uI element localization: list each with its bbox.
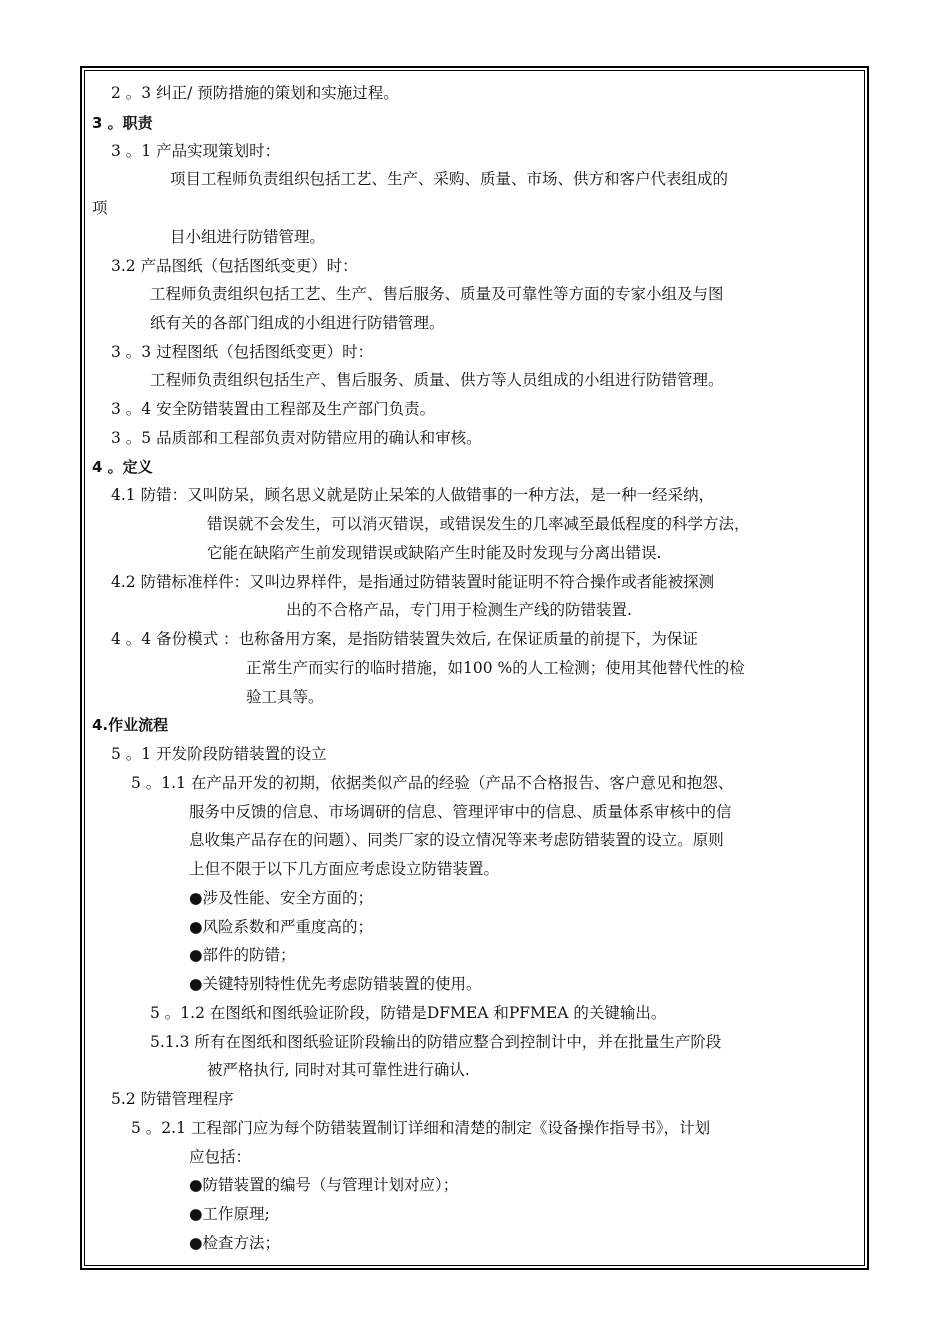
text-line: 3.2 产品图纸（包括图纸变更）时： (111, 257, 358, 275)
text-line: 它能在缺陷产生前发现错误或缺陷产生时能及时发现与分离出错误. (207, 544, 662, 562)
text-line: 被严格执行, 同时对其可靠性进行确认. (207, 1061, 470, 1079)
text-line: 目小组进行防错管理。 (170, 228, 326, 246)
text-line: 3 。4 安全防错装置由工程部及生产部门负责。 (111, 400, 436, 418)
text-line: 工程师负责组织包括生产、售后服务、质量、供方等人员组成的小组进行防错管理。 (150, 371, 724, 389)
text-line: 3 。3 过程图纸（包括图纸变更）时： (111, 343, 374, 361)
bullet-item: ●风险系数和严重度高的； (189, 918, 374, 936)
bullet-item: ●部件的防错； (189, 946, 296, 964)
text-line: 3 。1 产品实现策划时： (111, 142, 281, 160)
text-line: 4.2 防错标准样件：又叫边界样件，是指通过防错装置时能证明不符合操作或者能被探测 (111, 573, 715, 591)
text-line: 3 。5 品质部和工程部负责对防错应用的确认和审核。 (111, 429, 482, 447)
text-line: 服务中反馈的信息、市场调研的信息、管理评审中的信息、质量体系审核中的信 (189, 803, 732, 821)
text-line: 上但不限于以下几方面应考虑设立防错装置。 (189, 860, 500, 878)
text-line: 项目工程师负责组织包括工艺、生产、采购、质量、市场、供方和客户代表组成的 (170, 170, 729, 188)
text-line: 出的不合格产品，专门用于检测生产线的防错装置. (286, 601, 632, 619)
section-heading: 4 。定义 (92, 458, 153, 476)
text-line: 正常生产而实行的临时措施，如100 %的人工检测；使用其他替代性的检 (246, 659, 745, 677)
text-line: 息收集产品存在的问题）、同类厂家的设立情况等来考虑防错装置的设立。原则 (189, 831, 724, 849)
text-line: 项 (92, 199, 108, 217)
bullet-item: ●关键特别特性优先考虑防错装置的使用。 (189, 975, 482, 993)
text-line: 5 。1.1 在产品开发的初期，依据类似产品的经验（产品不合格报告、客户意见和抱怨、 (131, 774, 734, 792)
text-line: 纸有关的各部门组成的小组进行防错管理。 (150, 314, 445, 332)
text-line: 5 。2.1 工程部门应为每个防错装置制订详细和清楚的制定《设备操作指导书》，计划 (131, 1119, 711, 1137)
text-line: 2 。3 纠正/ 预防措施的策划和实施过程。 (111, 84, 399, 102)
section-heading: 4.作业流程 (92, 716, 169, 734)
text-line: 5 。1.2 在图纸和图纸验证阶段，防错是DFMEA 和PFMEA 的关键输出。 (150, 1004, 667, 1022)
text-line: 5.1.3 所有在图纸和图纸验证阶段输出的防错应整合到控制计中，并在批量生产阶段 (150, 1033, 722, 1051)
bullet-item: ●检查方法； (189, 1234, 281, 1252)
bullet-item: ●防错装置的编号（与管理计划对应）； (189, 1176, 459, 1194)
text-line: 4.1 防错：又叫防呆，顾名思义就是防止呆笨的人做错事的一种方法，是一种一经采纳， (111, 486, 715, 504)
text-line: 应包括： (189, 1148, 252, 1166)
text-line: 工程师负责组织包括工艺、生产、售后服务、质量及可靠性等方面的专家小组及与图 (150, 285, 724, 303)
text-line: 错误就不会发生，可以消灭错误，或错误发生的几率减至最低程度的科学方法， (207, 515, 750, 533)
text-line: 4 。4 备份模式 ：也称备用方案，是指防错装置失效后, 在保证质量的前提下，为保证 (111, 630, 698, 648)
section-heading: 3 。职责 (92, 114, 153, 132)
text-line: 验工具等。 (246, 688, 324, 706)
text-line: 5 。1 开发阶段防错装置的设立 (111, 745, 327, 763)
bullet-item: ●工作原理; (189, 1205, 270, 1223)
text-line: 5.2 防错管理程序 (111, 1090, 234, 1108)
bullet-item: ●涉及性能、安全方面的； (189, 889, 374, 907)
